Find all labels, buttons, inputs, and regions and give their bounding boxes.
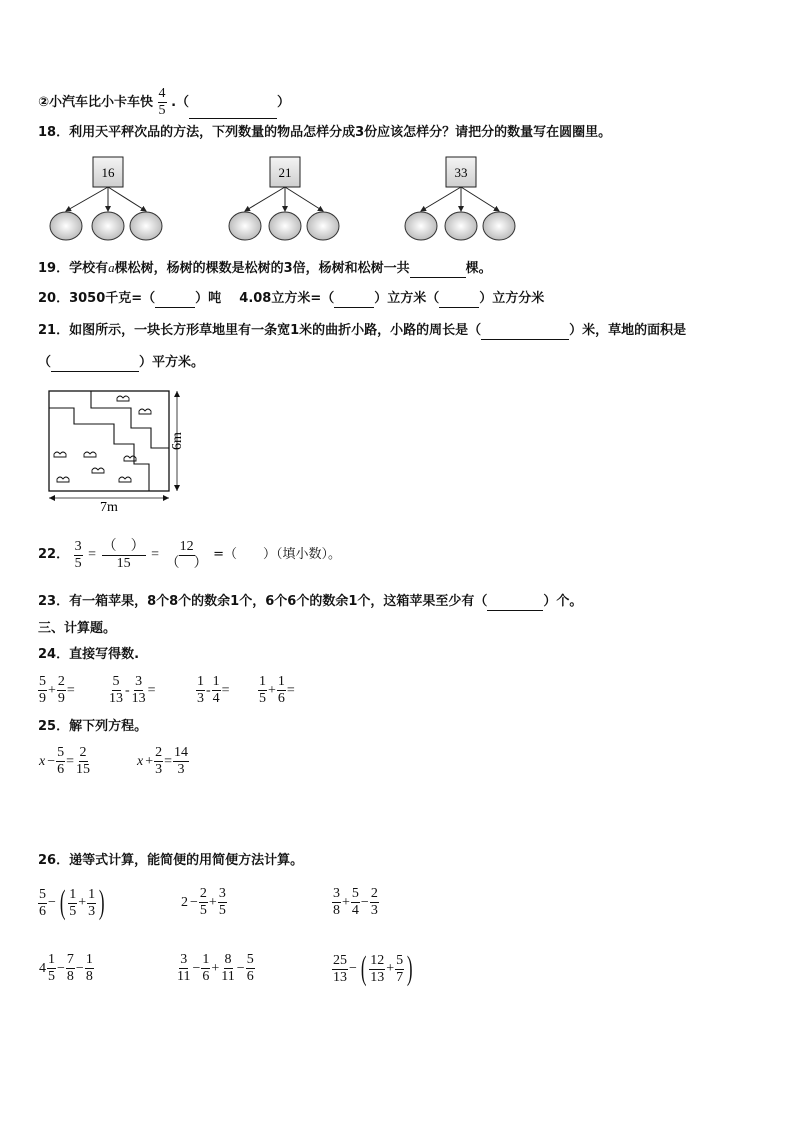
box-label: 33	[454, 165, 468, 180]
math-operator: =	[66, 753, 75, 769]
q26-expr-1	[38, 886, 107, 920]
fraction: $\frac{3}{13}$	[131, 674, 146, 706]
q19: 19．学校有a棵松树，杨树的棵数是松树的3倍，杨树和松树一共 棵。	[38, 260, 492, 276]
q21-figure	[44, 386, 194, 516]
box-label: 16	[101, 165, 115, 180]
box-label: 21	[278, 165, 292, 180]
answer-blank[interactable]	[487, 596, 543, 611]
q26-expr-5	[176, 952, 255, 985]
math-operator: +	[208, 894, 217, 910]
width-label: 7m	[100, 500, 118, 515]
math-operator: =	[221, 682, 230, 698]
fraction: $\frac{7}{8}$	[66, 952, 74, 984]
q26-title: 26．递等式计算，能简便的用简便方法计算。	[38, 853, 304, 868]
math-operator: =	[66, 682, 75, 698]
math-operator: =	[147, 682, 156, 698]
fraction: $\frac{5}{6}$	[246, 952, 254, 984]
fraction: $\frac{14}{3}$	[174, 745, 189, 777]
answer-circle[interactable]	[92, 212, 124, 240]
answer-circle[interactable]	[130, 212, 162, 240]
q24-item-1: $\frac{5}{9}$ + $\frac{2}{9}$ =	[39, 674, 75, 706]
q23: 23．有一箱苹果，8个8个的数余1个，6个6个的数余1个，这箱苹果至少有（ ）个。	[38, 594, 583, 609]
math-operator: +	[78, 895, 87, 910]
math-operator: −	[75, 960, 84, 976]
answer-blank[interactable]	[481, 325, 569, 340]
fraction: $\frac{1}{3}$	[197, 674, 204, 706]
answer-circle[interactable]	[483, 212, 515, 240]
fraction: $\frac{1}{5}$	[48, 952, 55, 984]
q18-diagram	[40, 155, 540, 245]
q22: 22． $\frac{3}{5}$ = $\frac{( )}{15}$ = $\frac{12}{( )}$ =（ ）（填小数）。	[38, 536, 341, 575]
fraction-blank[interactable]: $\frac{12}{( )}$	[165, 538, 208, 571]
fraction: $\frac{3}{11}$	[177, 952, 191, 984]
q25-equation-2: x + $\frac{2}{3}$ = $\frac{14}{3}$	[137, 745, 189, 777]
answer-blank[interactable]	[189, 104, 277, 119]
fraction: $\frac{4}{5}$	[158, 86, 166, 118]
answer-circle[interactable]	[445, 212, 477, 240]
tree-21	[229, 157, 339, 240]
fraction: $\frac{1}{4}$	[212, 674, 220, 706]
math-operator: +	[386, 961, 395, 976]
math-operator: +	[342, 894, 350, 910]
answer-circle[interactable]	[229, 212, 261, 240]
fraction: $\frac{5}{9}$	[39, 674, 46, 706]
math-operator: )	[406, 950, 413, 987]
fraction: $\frac{1}{6}$	[202, 952, 210, 984]
fraction: $\frac{5}{6}$	[57, 745, 65, 777]
math-operator: (	[59, 884, 66, 921]
math-operator: =	[88, 547, 97, 563]
fraction: $\frac{5}{4}$	[351, 886, 359, 918]
q18-text: 18．利用天平秤次品的方法，下列数量的物品怎样分成3份应该怎样分？请把分的数量写在圆圈里。	[38, 125, 612, 140]
answer-circle[interactable]	[405, 212, 437, 240]
fraction: $\frac{1}{3}$	[88, 886, 96, 919]
fraction: $\frac{3}{5}$	[74, 538, 82, 571]
fraction: $\frac{25}{13}$	[333, 952, 347, 985]
math-operator: −	[48, 895, 56, 910]
q26-expr-4: 4 $\frac{1}{5}$ − $\frac{7}{8}$ − $\frac{1}{8}$	[39, 952, 93, 984]
fraction: $\frac{2}{3}$	[370, 886, 378, 918]
fraction: $\frac{5}{7}$	[396, 952, 404, 985]
math-operator: −	[349, 961, 357, 976]
answer-blank[interactable]	[334, 293, 374, 308]
fraction: $\frac{1}{6}$	[277, 674, 285, 706]
answer-blank[interactable]	[155, 293, 195, 308]
fraction: $\frac{1}{5}$	[69, 886, 77, 919]
math-operator: (	[360, 950, 367, 987]
math-operator: =	[151, 547, 160, 563]
q25-equation-1: x − $\frac{5}{6}$ = $\frac{2}{15}$	[39, 745, 91, 777]
answer-circle[interactable]	[307, 212, 339, 240]
math-operator: −	[190, 894, 198, 910]
math-operator: =	[286, 682, 295, 698]
answer-blank[interactable]	[410, 263, 466, 278]
math-operator: −	[57, 960, 65, 976]
fraction: $\frac{2}{5}$	[199, 886, 207, 918]
fraction: $\frac{2}{9}$	[57, 674, 65, 706]
tree-16	[50, 157, 162, 240]
math-operator: −	[192, 960, 201, 976]
math-operator: )	[98, 884, 105, 921]
math-operator: =	[164, 753, 173, 769]
q21-line1: 21．如图所示，一块长方形草地里有一条宽1米的曲折小路，小路的周长是（ ）米，草地的面积是	[38, 323, 687, 338]
fraction: $\frac{2}{3}$	[155, 745, 163, 777]
fraction: $\frac{2}{15}$	[76, 745, 91, 777]
height-label: 6m	[170, 432, 185, 450]
fraction: $\frac{5}{13}$	[109, 674, 123, 706]
q20: 20．3050千克=（ ）吨 4.08立方米=（ ）立方米（ ）立方分米	[38, 291, 545, 306]
q26-expr-6	[332, 952, 415, 986]
fraction: $\frac{8}{11}$	[221, 952, 235, 984]
answer-blank[interactable]	[439, 293, 479, 308]
q24-item-2: $\frac{5}{13}$ - $\frac{3}{13}$ =	[109, 674, 156, 706]
fraction: $\frac{1}{5}$	[259, 674, 266, 706]
section-3-heading: 三、计算题。	[38, 621, 117, 636]
fraction: $\frac{3}{5}$	[218, 886, 226, 918]
answer-circle[interactable]	[50, 212, 82, 240]
fraction: $\frac{5}{6}$	[39, 886, 46, 919]
fraction: $\frac{12}{13}$	[370, 952, 385, 985]
fraction: $\frac{3}{8}$	[333, 886, 340, 918]
q25-title: 25．解下列方程。	[38, 719, 148, 734]
q17-part2-text: ②小汽车比小卡车快	[38, 95, 154, 110]
q26-expr-2: 2 − $\frac{2}{5}$ + $\frac{3}{5}$	[181, 886, 226, 918]
fraction: $\frac{1}{8}$	[85, 952, 93, 984]
q26-expr-3	[332, 886, 379, 919]
q24-item-3: $\frac{1}{3}$ - $\frac{1}{4}$ =	[197, 674, 230, 706]
math-operator: −	[360, 894, 369, 910]
answer-blank[interactable]	[51, 357, 139, 372]
math-operator: −	[236, 960, 245, 976]
answer-circle[interactable]	[269, 212, 301, 240]
q21-line2: （ ）平方米。	[38, 355, 205, 370]
tree-33	[405, 157, 515, 240]
q17-part2: ②小汽车比小卡车快 $\frac{4}{5}$ .（ ）	[38, 86, 291, 118]
fraction-blank[interactable]: $\frac{( )}{15}$	[102, 538, 145, 571]
q24-item-4: $\frac{1}{5}$ + $\frac{1}{6}$ =	[259, 674, 295, 706]
math-operator: +	[211, 960, 220, 976]
q24-title: 24．直接写得数.	[38, 647, 140, 662]
